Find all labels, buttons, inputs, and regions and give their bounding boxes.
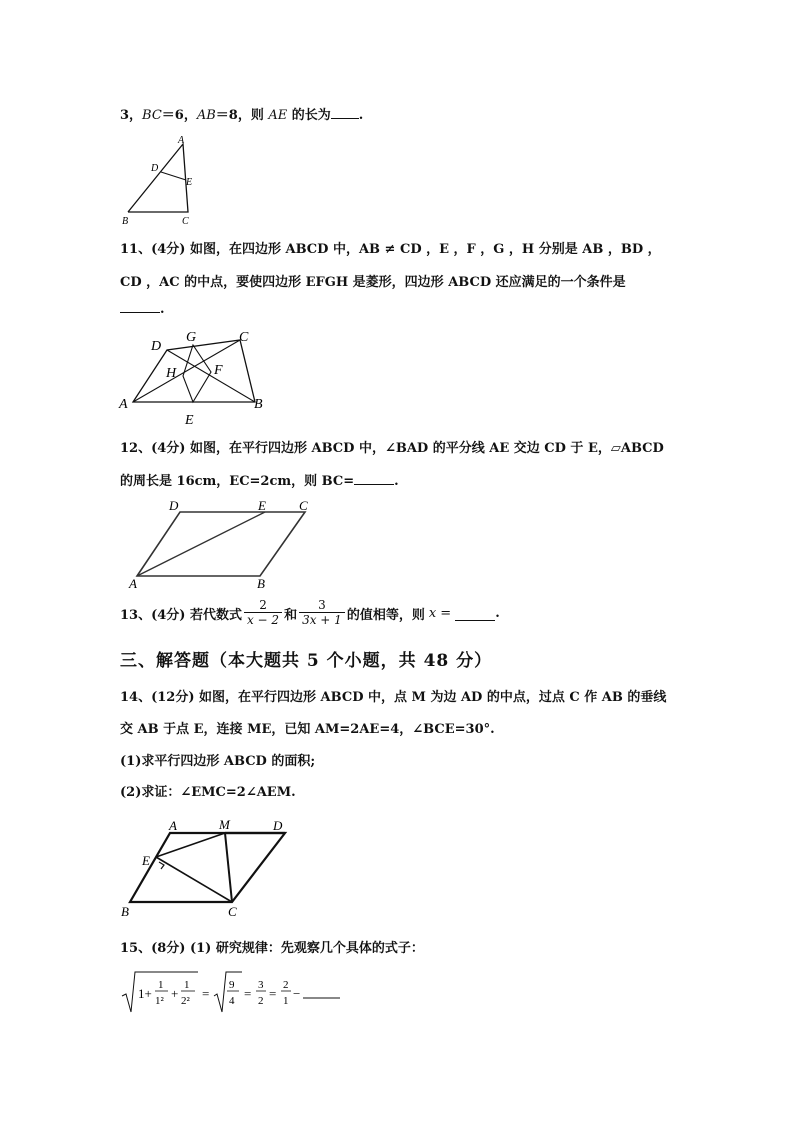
parallelogram-me-figure — [115, 810, 295, 920]
q10-ae: AE — [268, 108, 288, 123]
label-e: E — [186, 177, 193, 188]
label-a: A — [178, 135, 185, 146]
label-d: D — [151, 339, 162, 354]
sqrt-formula — [118, 968, 358, 1018]
q14-part2: (2)求证：∠EMC=2∠AEM. — [120, 785, 296, 800]
section-heading: 三、解答题（本大题共 5 个小题，共 48 分） — [120, 651, 493, 671]
q10-tail-line: 3，BC＝6，AB＝8，则 AE 的长为 . — [120, 108, 364, 123]
label-m: M — [219, 817, 230, 832]
q14-part1: (1)求平行四边形 ABCD 的面积; — [120, 754, 316, 769]
equals: = — [202, 986, 210, 1001]
q14-line1: 14、(12分) 如图，在平行四边形 ABCD 中，点 M 为边 AD 的中点，过点 C 作 AB 的垂线 — [120, 690, 667, 705]
svg-text:1+: 1+ — [138, 986, 152, 1001]
label-c: C — [239, 330, 249, 345]
label-b: B — [257, 576, 265, 590]
label-c: C — [228, 904, 237, 919]
label-e: E — [185, 413, 194, 426]
label-e: E — [258, 498, 266, 513]
svg-text:1: 1 — [158, 979, 164, 991]
label-d: D — [273, 818, 283, 833]
svg-text:=: = — [244, 986, 252, 1001]
svg-text:2: 2 — [258, 995, 264, 1007]
answer-blank[interactable] — [455, 606, 495, 621]
q13-line: 13、(4分) 若代数式 $\frac{2}{x - 2}$ 和 $\frac{3}{3x + 1}$ 的值相等，则 x = . — [120, 598, 500, 627]
svg-text:9: 9 — [229, 979, 235, 991]
q10-ab: AB — [196, 108, 216, 123]
label-a: A — [169, 818, 177, 833]
q11-line2: CD ，AC 的中点，要使四边形 EFGH 是菱形，四边形 ABCD 还应满足的一个条件是 — [120, 275, 626, 290]
label-c: C — [299, 498, 308, 513]
label-g: G — [186, 330, 197, 345]
fraction-2-over-x-minus-2: $\frac{2}{x - 2}$ — [244, 598, 282, 628]
answer-blank[interactable] — [120, 312, 160, 313]
parallelogram-figure — [125, 498, 325, 590]
svg-text:+: + — [171, 986, 179, 1001]
svg-text:1: 1 — [184, 979, 190, 991]
q11-line3: . — [120, 302, 165, 317]
svg-text:2²: 2² — [181, 995, 190, 1007]
label-d: D — [169, 498, 179, 513]
label-d: D — [151, 163, 159, 174]
q15-line1: 15、(8分) (1) 研究规律：先观察几个具体的式子： — [120, 941, 424, 956]
svg-text:4: 4 — [229, 995, 235, 1007]
svg-text:−: − — [293, 986, 301, 1001]
quadrilateral-figure — [115, 326, 275, 426]
svg-text:=: = — [269, 986, 277, 1001]
answer-blank[interactable] — [354, 484, 394, 485]
triangle-figure — [118, 132, 208, 232]
label-c: C — [182, 216, 189, 227]
answer-blank[interactable] — [331, 118, 359, 119]
svg-text:2: 2 — [283, 979, 289, 991]
q14-line2: 交 AB 于点 E，连接 ME，已知 AM=2AE=4，∠BCE=30°. — [120, 722, 495, 737]
q10-bc: BC — [142, 108, 162, 123]
svg-text:3: 3 — [258, 979, 264, 991]
q11-line1: 11、(4分) 如图，在四边形 ABCD 中，AB ≠ CD ，E ，F ，G ，H 分别是 AB ，BD ， — [120, 242, 661, 257]
label-a: A — [119, 397, 128, 412]
svg-text:1²: 1² — [155, 995, 164, 1007]
label-e: E — [142, 853, 150, 868]
label-h: H — [166, 366, 177, 381]
label-f: F — [214, 363, 223, 378]
q12-line1: 12、(4分) 如图，在平行四边形 ABCD 中，∠BAD 的平分线 AE 交边 CD 于 E，▱ABCD — [120, 441, 664, 456]
svg-text:1: 1 — [283, 995, 289, 1007]
fraction-3-over-3x-plus-1: $\frac{3}{3x + 1}$ — [299, 598, 345, 628]
label-a: A — [129, 576, 137, 590]
label-b: B — [122, 216, 129, 227]
label-b: B — [121, 904, 129, 919]
label-b: B — [254, 397, 263, 412]
q12-line2: 的周长是 16cm，EC=2cm，则 BC= . — [120, 474, 399, 489]
